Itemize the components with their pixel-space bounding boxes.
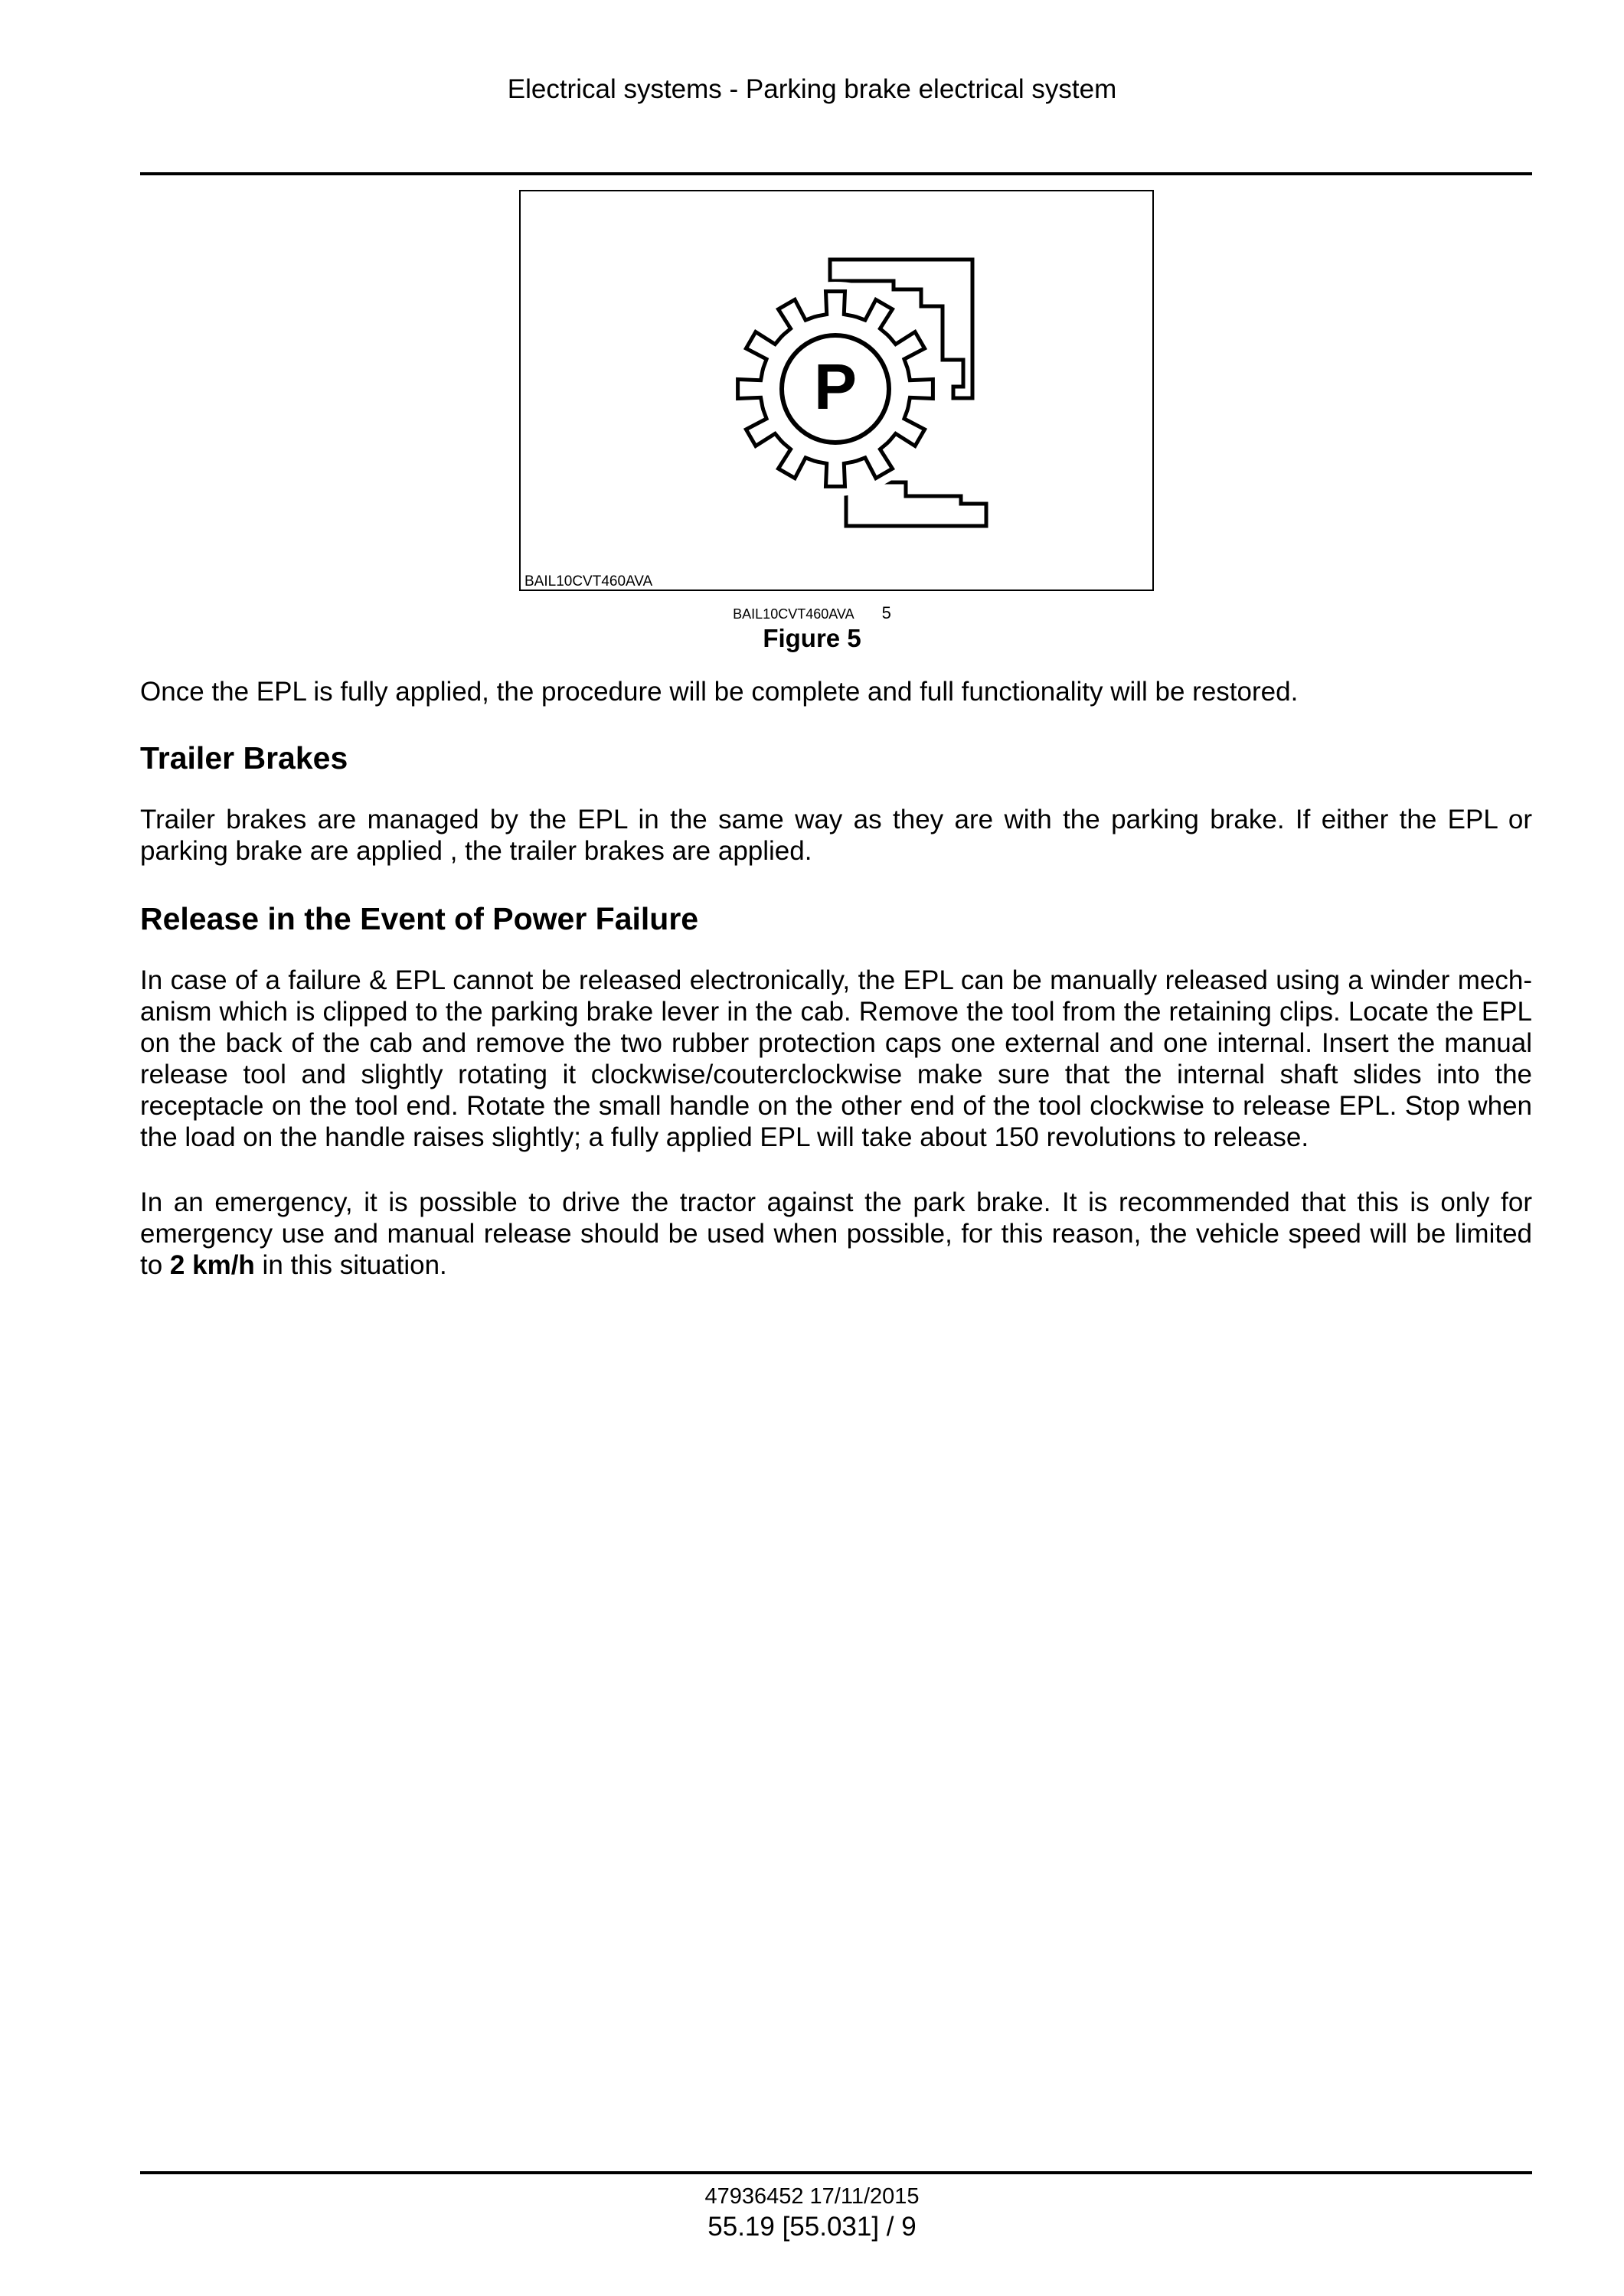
footer-rule [140, 2171, 1532, 2174]
figure-ref-code: BAIL10CVT460AVA [733, 606, 854, 622]
heading-trailer-brakes: Trailer Brakes [140, 740, 348, 776]
footer-page-ref: 55.19 [55.031] / 9 [707, 2212, 917, 2242]
parking-letter: P [813, 351, 858, 423]
parking-brake-gear-icon [521, 191, 1155, 593]
footer-doc-date: 47936452 17/11/2015 [704, 2184, 920, 2209]
emergency-text-start: In an emergency, it is possible to drive the tractor against the park brake. It is recommended that this is only for emergency use and manual release should be used when possible, for this reason, the vehicle speed will be limited to [140, 1187, 1532, 1280]
trailer-paragraph: Trailer brakes are managed by the EPL in the same way as they are with the parking brake. If either the EPL or parking brake are applied , the trailer brakes are applied. [140, 805, 1532, 866]
header-rule [140, 172, 1532, 175]
release-paragraph: In case of a failure & EPL cannot be released electronically, the EPL can be manually released using a winder mechanism which is clipped to the parking brake lever in the cab. Remove the tool from the retaining clips. Locate the EPL on the back of the cab and remove the two rubber protection caps one external and one internal. Insert the manual release tool and slightly rotating it clockwise/couterclockwise make sure that the internal shaft slides into the receptacle on the tool end. Rotate the small handle on the other end of the tool clockwise to release EPL. Stop when the load on the handle raises slightly; a fully applied EPL will take about 150 revolutions to release. [140, 965, 1532, 1152]
emergency-text-end: in this situation. [254, 1250, 447, 1280]
heading-power-failure: Release in the Event of Power Failure [140, 901, 699, 936]
figure-ref-number: 5 [881, 603, 891, 622]
figure-box-code: BAIL10CVT460AVA [524, 573, 653, 590]
emergency-paragraph [140, 1187, 1532, 1281]
figure-caption: Figure 5 [763, 624, 861, 652]
intro-paragraph: Once the EPL is fully applied, the procedure will be complete and full functionality will be restored. [140, 677, 1299, 707]
page-header-title: Electrical systems - Parking brake electrical system [507, 74, 1117, 104]
figure-reference [0, 603, 1624, 623]
speed-limit-value: 2 km/h [169, 1250, 255, 1280]
figure-frame [519, 190, 1154, 591]
